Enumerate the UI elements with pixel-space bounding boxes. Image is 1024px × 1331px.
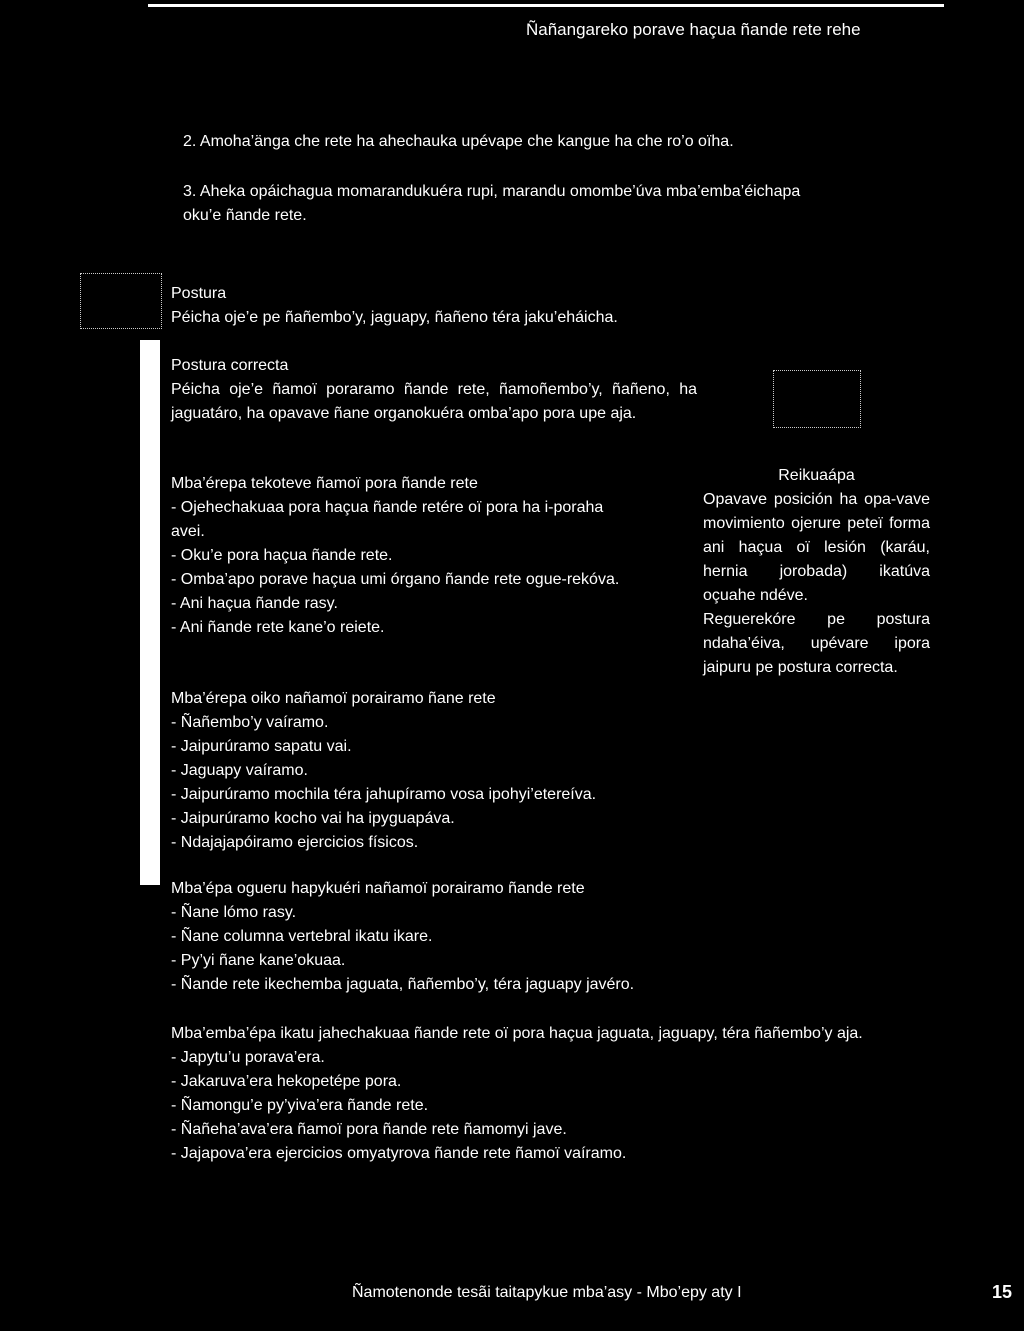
question-3: 3. Aheka opáichagua momarandukuéra rupi, marandu omombe’úva mba’emba’éichapa oku’e ñande rete.: [183, 183, 801, 224]
list-item: - Japytu’u porava’era.: [171, 1049, 325, 1066]
list-item: - Ñane columna vertebral ikatu ikare.: [171, 928, 433, 945]
list-item: - Jajapova’era ejercicios omyatyrova ñande rete ñamoï vaíramo.: [171, 1145, 627, 1162]
list-item: - Ñañeha’ava’era ñamoï pora ñande rete ñamomyi jave.: [171, 1121, 567, 1138]
postura-text: Péicha oje’e pe ñañembo’y, jaguapy, ñañeno téra jaku’eháicha.: [171, 309, 618, 326]
list-item: - Ñane lómo rasy.: [171, 904, 297, 921]
postura-correcta-section: [171, 354, 697, 426]
ikatu-section: [171, 1022, 886, 1166]
top-rule: [148, 4, 944, 7]
list-item: - Ani ñande rete kane’o reiete.: [171, 619, 385, 636]
list-item: - Ñande rete ikechemba jaguata, ñañembo’y, téra jaguapy javéro.: [171, 976, 635, 993]
postura-correcta-text: Péicha oje’e ñamoï poraramo ñande rete, ñamoñembo’y, ñañeno, ha jaguatáro, ha opavave ñane organokuéra omba’apo pora upe aja.: [171, 381, 697, 422]
list-item: - Ñamongu’e py’yiva’era ñande rete.: [171, 1097, 429, 1114]
list-item: - Ojehechakuaa pora haçua ñande retére oï pora ha i-poraha avei.: [171, 499, 604, 540]
list-item: - Oku’e pora haçua ñande rete.: [171, 547, 393, 564]
tekoteve-title: Mba’érepa tekoteve ñamoï pora ñande rete: [171, 475, 478, 492]
list-item: - Py’yi ñane kane’okuaa.: [171, 952, 346, 969]
list-item: - Jaipurúramo sapatu vai.: [171, 738, 352, 755]
list-item: - Jaipurúramo kocho vai ha ipyguapáva.: [171, 810, 455, 827]
ogueru-section: [171, 877, 731, 997]
note-text-1: Opavave posición ha opa-vave movimiento ojerure peteï forma ani haçua oï lesión (karáu, hernia jorobada) ikatúva oçuahe ndéve.: [703, 491, 930, 604]
list-item: - Omba’apo porave haçua umi órgano ñande rete ogue-rekóva.: [171, 571, 620, 588]
footer-text: Ñamotenonde tesãi taitapykue mba’asy - Mbo’epy aty I: [352, 1284, 742, 1301]
question-2: 2. Amoha’änga che rete ha ahechauka upévape che kangue ha che ro’o oïha.: [183, 133, 734, 150]
list-item: - Jaipurúramo mochila téra jahupíramo vosa ipohyi’etereíva.: [171, 786, 597, 803]
reikuaapa-note: [703, 464, 930, 680]
list-item: - Ani haçua ñande rasy.: [171, 595, 338, 612]
ogueru-title: Mba’épa ogueru hapykuéri nañamoï porairamo ñande rete: [171, 880, 585, 897]
list-item: - Ñañembo’y vaíramo.: [171, 714, 329, 731]
tekoteve-section: [171, 472, 641, 640]
postura-title: Postura: [171, 285, 227, 302]
page-header-title: Ñañangareko porave haçua ñande rete rehe: [526, 20, 861, 39]
ikatu-title: Mba’emba’épa ikatu jahechakuaa ñande rete oï pora haçua jaguata, jaguapy, téra ñañembo’y aja.: [171, 1025, 863, 1042]
postura-section: [171, 282, 618, 330]
page-number: 15: [992, 1282, 1013, 1302]
list-item: - Jakaruva’era hekopetépe pora.: [171, 1073, 402, 1090]
side-bar: [140, 340, 160, 885]
note-text-2: Reguerekóre pe postura ndaha’éiva, upévare ipora jaipuru pe postura correcta.: [703, 611, 930, 676]
list-item: - Jaguapy vaíramo.: [171, 762, 308, 779]
dotted-frame-right: [773, 370, 861, 428]
postura-correcta-title: Postura correcta: [171, 357, 289, 374]
oiko-section: [171, 687, 691, 855]
note-title: Reikuaápa: [778, 467, 855, 484]
oiko-title: Mba’érepa oiko nañamoï porairamo ñane rete: [171, 690, 496, 707]
list-item: - Ndajajapóiramo ejercicios físicos.: [171, 834, 419, 851]
dotted-frame-left: [80, 273, 162, 329]
